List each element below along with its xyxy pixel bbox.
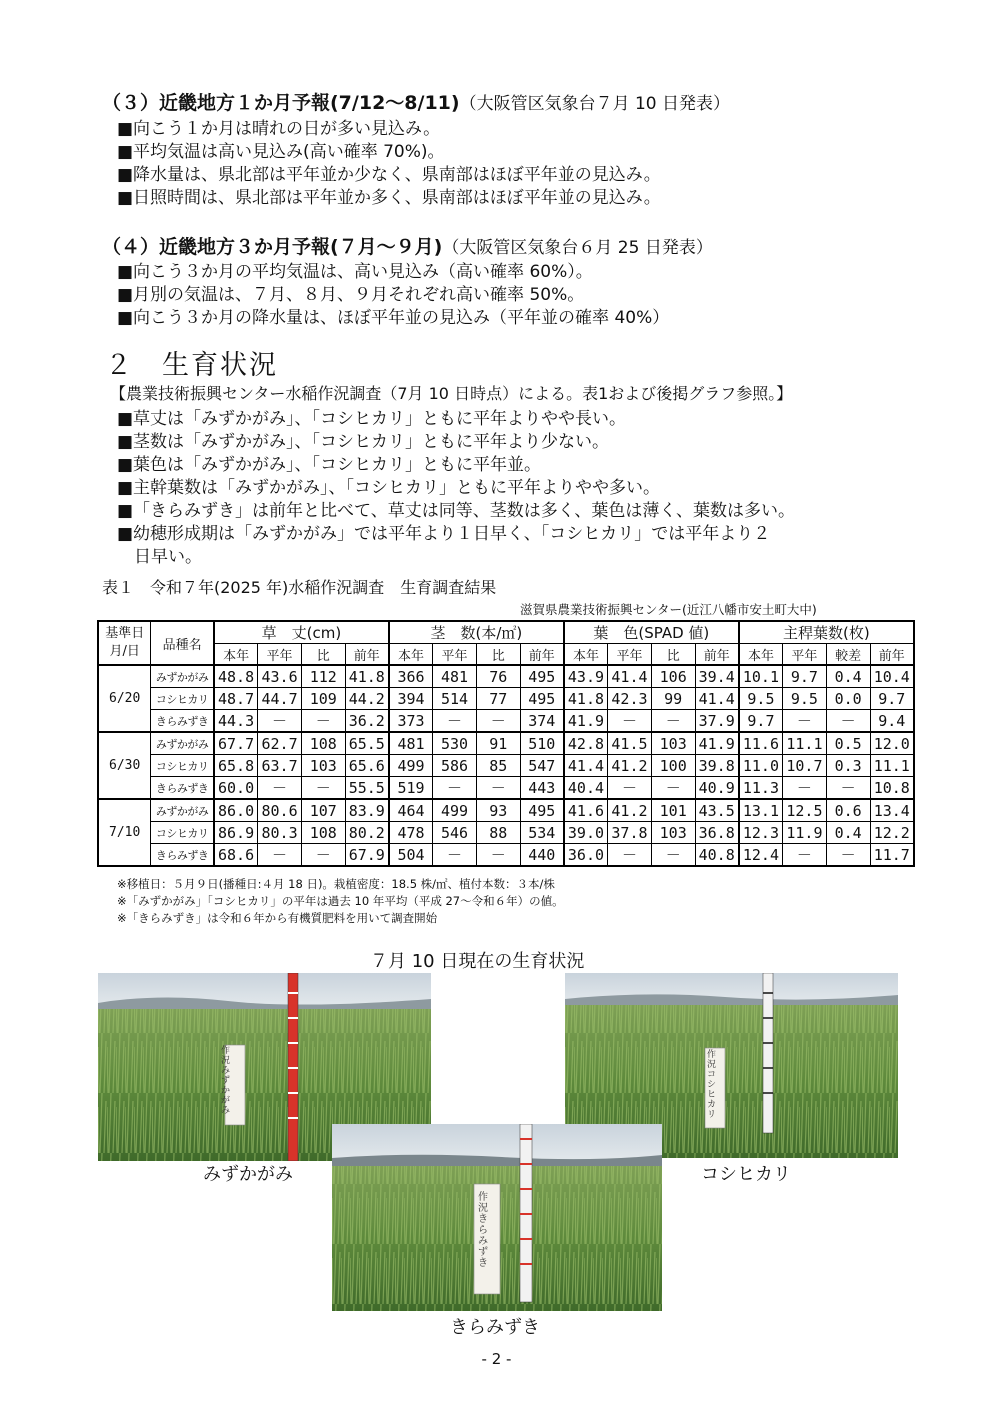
cell-value: 67.9: [345, 844, 389, 867]
cell-value: 12.5: [783, 799, 827, 822]
cell-value: －: [433, 710, 477, 733]
header-sub: 本年: [564, 644, 608, 666]
cell-value: 495: [520, 688, 564, 710]
cell-value: 41.6: [564, 799, 608, 822]
cell-value: 76: [476, 665, 520, 688]
header-sub: 前年: [870, 644, 914, 666]
cell-value: 534: [520, 822, 564, 844]
page-number: - 2 -: [481, 1350, 512, 1368]
cell-value: 504: [389, 844, 433, 867]
cell-value: －: [651, 844, 695, 867]
cell-value: －: [433, 844, 477, 867]
cell-value: 62.7: [258, 732, 302, 755]
photo-sign-kiramizuki: 作況 きらみずき: [478, 1192, 488, 1269]
cell-value: 0.3: [826, 755, 870, 777]
cell-value: －: [258, 710, 302, 733]
section3-heading-main: （３）近畿地方１か月予報(7/12～8/11): [102, 92, 460, 114]
cell-value: 103: [651, 732, 695, 755]
cell-value: －: [783, 844, 827, 867]
cell-value: 481: [389, 732, 433, 755]
growth-survey-table: [97, 620, 915, 867]
table-source: 滋賀県農業技術振興センター(近江八幡市安土町大中): [520, 602, 817, 617]
header-sub: 前年: [520, 644, 564, 666]
cell-value: 9.5: [783, 688, 827, 710]
cell-value: 41.8: [564, 688, 608, 710]
table-note: ※「きらみずき」は令和６年から有機質肥料を用いて調査開始: [117, 911, 438, 925]
cell-value: 40.4: [564, 777, 608, 800]
cell-value: 10.8: [870, 777, 914, 800]
cell-value: 80.6: [258, 799, 302, 822]
cell-value: 48.8: [214, 665, 258, 688]
cell-variety: コシヒカリ: [151, 822, 214, 844]
header-group: 主稈葉数(枚): [739, 621, 914, 644]
cell-value: －: [301, 777, 345, 800]
cell-value: －: [433, 777, 477, 800]
header-date: 基準日 月/日: [98, 621, 151, 665]
cell-value: 63.7: [258, 755, 302, 777]
section4-heading: [102, 232, 713, 259]
cell-value: 67.7: [214, 732, 258, 755]
cell-value: 48.7: [214, 688, 258, 710]
cell-variety: みずかがみ: [151, 732, 214, 755]
section3-bullet: ■降水量は、県北部は平年並か少なく、県南部はほぼ平年並の見込み。: [117, 165, 661, 185]
cell-value: －: [608, 710, 652, 733]
section2-bullet: ■主幹葉数は「みずかがみ」、「コシヒカリ」ともに平年よりやや多い。: [117, 478, 661, 498]
section2-bullet: 日早い。: [117, 547, 202, 567]
header-sub: 本年: [389, 644, 433, 666]
cell-value: 42.8: [564, 732, 608, 755]
photo-kiramizuki: [332, 1124, 662, 1311]
header-sub: 平年: [608, 644, 652, 666]
cell-value: 36.8: [695, 822, 739, 844]
cell-value: 519: [389, 777, 433, 800]
header-variety: 品種名: [151, 621, 214, 665]
cell-value: 86.9: [214, 822, 258, 844]
cell-value: 9.7: [783, 665, 827, 688]
cell-value: 10.4: [870, 665, 914, 688]
cell-value: 547: [520, 755, 564, 777]
section3-bullet: ■平均気温は高い見込み(高い確率 70%)。: [117, 142, 445, 162]
cell-value: 85: [476, 755, 520, 777]
cell-value: 68.6: [214, 844, 258, 867]
section4-bullet: ■向こう３か月の平均気温は、高い見込み（高い確率 60%）。: [117, 262, 593, 282]
table-caption: 表１ 令和７年(2025 年)水稲作況調査 生育調査結果: [102, 578, 497, 597]
cell-value: －: [301, 844, 345, 867]
cell-value: －: [258, 777, 302, 800]
cell-value: 41.2: [608, 799, 652, 822]
cell-value: 83.9: [345, 799, 389, 822]
header-sub: 前年: [695, 644, 739, 666]
photo-sign-mizukagami: 作況 みずかがみ: [221, 1046, 231, 1116]
table-row: [98, 822, 914, 844]
cell-value: 106: [651, 665, 695, 688]
cell-value: 108: [301, 732, 345, 755]
cell-value: 37.9: [695, 710, 739, 733]
cell-value: 478: [389, 822, 433, 844]
cell-value: 44.2: [345, 688, 389, 710]
header-sub: 比: [476, 644, 520, 666]
cell-value: 481: [433, 665, 477, 688]
cell-value: 36.2: [345, 710, 389, 733]
photos-title: ７月 10 日現在の生育状況: [370, 951, 585, 972]
header-group: 茎 数(本/㎡): [389, 621, 564, 644]
header-sub: 平年: [783, 644, 827, 666]
cell-value: 55.5: [345, 777, 389, 800]
cell-value: 530: [433, 732, 477, 755]
cell-value: 499: [389, 755, 433, 777]
section2-bullet: ■葉色は「みずかがみ」、「コシヒカリ」ともに平年並。: [117, 455, 542, 475]
cell-value: 9.7: [870, 688, 914, 710]
section3-heading-sub: （大阪管区気象台７月 10 日発表）: [459, 94, 731, 114]
header-group: 草 丈(cm): [214, 621, 389, 644]
cell-value: －: [476, 777, 520, 800]
cell-value: 37.8: [608, 822, 652, 844]
table-row: [98, 710, 914, 733]
photo-label-mizukagami: みずかがみ: [203, 1164, 293, 1185]
table-row: [98, 665, 914, 688]
cell-value: 11.6: [739, 732, 783, 755]
cell-value: 40.8: [695, 844, 739, 867]
cell-date: 6/20: [98, 665, 151, 732]
cell-value: 10.1: [739, 665, 783, 688]
cell-value: －: [826, 844, 870, 867]
cell-value: 41.5: [608, 732, 652, 755]
cell-value: 9.4: [870, 710, 914, 733]
table-row: [98, 755, 914, 777]
cell-value: －: [651, 710, 695, 733]
cell-value: 103: [301, 755, 345, 777]
cell-value: 80.3: [258, 822, 302, 844]
cell-value: 366: [389, 665, 433, 688]
cell-variety: コシヒカリ: [151, 688, 214, 710]
section3-bullet: ■向こう１か月は晴れの日が多い見込み。: [117, 119, 441, 139]
cell-value: 41.9: [564, 710, 608, 733]
cell-value: 88: [476, 822, 520, 844]
cell-value: 510: [520, 732, 564, 755]
section4-bullet: ■向こう３か月の降水量は、ほぼ平年並の見込み（平年並の確率 40%）: [117, 308, 670, 328]
cell-value: 12.0: [870, 732, 914, 755]
cell-value: 43.5: [695, 799, 739, 822]
cell-value: 12.3: [739, 822, 783, 844]
section2-title: [105, 343, 278, 382]
cell-value: 43.9: [564, 665, 608, 688]
cell-value: 44.7: [258, 688, 302, 710]
cell-value: 12.2: [870, 822, 914, 844]
cell-value: 514: [433, 688, 477, 710]
cell-value: 11.7: [870, 844, 914, 867]
cell-value: 103: [651, 822, 695, 844]
cell-value: 93: [476, 799, 520, 822]
photo-label-kiramizuki: きらみずき: [450, 1317, 540, 1338]
cell-value: 0.4: [826, 822, 870, 844]
section4-bullet: ■月別の気温は、７月、８月、９月それぞれ高い確率 50%。: [117, 285, 585, 305]
table-row: [98, 777, 914, 800]
section2-bullet: ■草丈は「みずかがみ」、「コシヒカリ」ともに平年よりやや長い。: [117, 409, 627, 429]
cell-value: 9.7: [739, 710, 783, 733]
section2-bullet: ■幼穂形成期は「みずかがみ」では平年より１日早く、「コシヒカリ」では平年より２: [117, 524, 771, 544]
cell-value: 65.5: [345, 732, 389, 755]
header-sub: 平年: [258, 644, 302, 666]
cell-value: 41.4: [608, 665, 652, 688]
section2-bullet: ■茎数は「みずかがみ」、「コシヒカリ」ともに平年より少ない。: [117, 432, 610, 452]
header-sub: 較差: [826, 644, 870, 666]
header-sub: 比: [301, 644, 345, 666]
header-group: 葉 色(SPAD 値): [564, 621, 739, 644]
cell-value: 374: [520, 710, 564, 733]
cell-value: －: [608, 844, 652, 867]
cell-value: －: [608, 777, 652, 800]
header-sub: 本年: [214, 644, 258, 666]
cell-value: －: [783, 777, 827, 800]
cell-value: 495: [520, 665, 564, 688]
cell-value: 11.3: [739, 777, 783, 800]
table-note: ※移植日：５月９日(播種日:４月 18 日)。栽植密度：18.5 株/㎡、植付本数：３本/株: [117, 877, 555, 891]
cell-variety: きらみずき: [151, 844, 214, 867]
cell-value: 10.7: [783, 755, 827, 777]
table-row: [98, 799, 914, 822]
cell-value: －: [826, 777, 870, 800]
cell-value: 40.9: [695, 777, 739, 800]
cell-value: 11.1: [783, 732, 827, 755]
cell-value: －: [826, 710, 870, 733]
table-row: [98, 732, 914, 755]
cell-value: 9.5: [739, 688, 783, 710]
cell-value: 440: [520, 844, 564, 867]
cell-value: 36.0: [564, 844, 608, 867]
cell-value: 60.0: [214, 777, 258, 800]
cell-value: 0.4: [826, 665, 870, 688]
cell-value: 112: [301, 665, 345, 688]
cell-value: －: [783, 710, 827, 733]
cell-value: 546: [433, 822, 477, 844]
cell-value: 39.4: [695, 665, 739, 688]
cell-value: 11.9: [783, 822, 827, 844]
section2-intro: 【農業技術振興センター水稲作況調査（7月 10 日時点）による。表1および後掲グラフ参照。】: [110, 384, 793, 403]
cell-value: 12.4: [739, 844, 783, 867]
section2-title-text: 生育状況: [162, 350, 278, 381]
cell-value: 13.4: [870, 799, 914, 822]
cell-value: 373: [389, 710, 433, 733]
table-row: [98, 844, 914, 867]
cell-variety: みずかがみ: [151, 799, 214, 822]
cell-value: 100: [651, 755, 695, 777]
section4-heading-sub: （大阪管区気象台６月 25 日発表）: [442, 238, 713, 258]
cell-value: 99: [651, 688, 695, 710]
section3-heading: [102, 88, 730, 115]
cell-variety: みずかがみ: [151, 665, 214, 688]
cell-value: 11.0: [739, 755, 783, 777]
header-sub: 比: [651, 644, 695, 666]
cell-value: 107: [301, 799, 345, 822]
cell-value: 108: [301, 822, 345, 844]
cell-value: 13.1: [739, 799, 783, 822]
cell-value: 0.0: [826, 688, 870, 710]
section2-bullet: ■「きらみずき」は前年と比べて、草丈は同等、茎数は多く、葉色は薄く、葉数は多い。: [117, 501, 796, 521]
cell-value: 0.5: [826, 732, 870, 755]
section3-bullet: ■日照時間は、県北部は平年並か多く、県南部はほぼ平年並の見込み。: [117, 188, 661, 208]
cell-value: 464: [389, 799, 433, 822]
cell-value: 586: [433, 755, 477, 777]
cell-value: －: [651, 777, 695, 800]
cell-date: 6/30: [98, 732, 151, 799]
cell-value: －: [476, 710, 520, 733]
cell-date: 7/10: [98, 799, 151, 866]
cell-value: －: [476, 844, 520, 867]
cell-value: 101: [651, 799, 695, 822]
cell-value: 394: [389, 688, 433, 710]
photo-label-koshihikari: コシヒカリ: [701, 1164, 791, 1185]
cell-value: 77: [476, 688, 520, 710]
cell-value: 443: [520, 777, 564, 800]
cell-value: 65.8: [214, 755, 258, 777]
cell-value: 41.4: [695, 688, 739, 710]
section2-number: ２: [105, 350, 134, 381]
cell-value: 109: [301, 688, 345, 710]
cell-value: 42.3: [608, 688, 652, 710]
cell-value: 41.9: [695, 732, 739, 755]
header-sub: 平年: [433, 644, 477, 666]
cell-value: 41.2: [608, 755, 652, 777]
table-note: ※「みずかがみ」「コシヒカリ」の平年は過去 10 年平均（平成 27～令和６年）の値。: [117, 894, 564, 908]
table-row: [98, 688, 914, 710]
cell-value: 65.6: [345, 755, 389, 777]
cell-value: 0.6: [826, 799, 870, 822]
cell-value: 39.0: [564, 822, 608, 844]
cell-variety: きらみずき: [151, 777, 214, 800]
cell-value: －: [301, 710, 345, 733]
cell-value: 80.2: [345, 822, 389, 844]
section4-heading-main: （４）近畿地方３か月予報(７月～９月): [102, 236, 443, 258]
cell-value: 43.6: [258, 665, 302, 688]
cell-value: 86.0: [214, 799, 258, 822]
cell-value: 11.1: [870, 755, 914, 777]
cell-value: 41.4: [564, 755, 608, 777]
cell-variety: きらみずき: [151, 710, 214, 733]
photo-sign-koshihikari: 作況 コシヒカリ: [707, 1050, 717, 1120]
header-sub: 本年: [739, 644, 783, 666]
cell-value: 495: [520, 799, 564, 822]
cell-value: 39.8: [695, 755, 739, 777]
cell-value: －: [258, 844, 302, 867]
cell-value: 91: [476, 732, 520, 755]
cell-value: 499: [433, 799, 477, 822]
cell-value: 41.8: [345, 665, 389, 688]
header-sub: 前年: [345, 644, 389, 666]
cell-value: 44.3: [214, 710, 258, 733]
cell-variety: コシヒカリ: [151, 755, 214, 777]
